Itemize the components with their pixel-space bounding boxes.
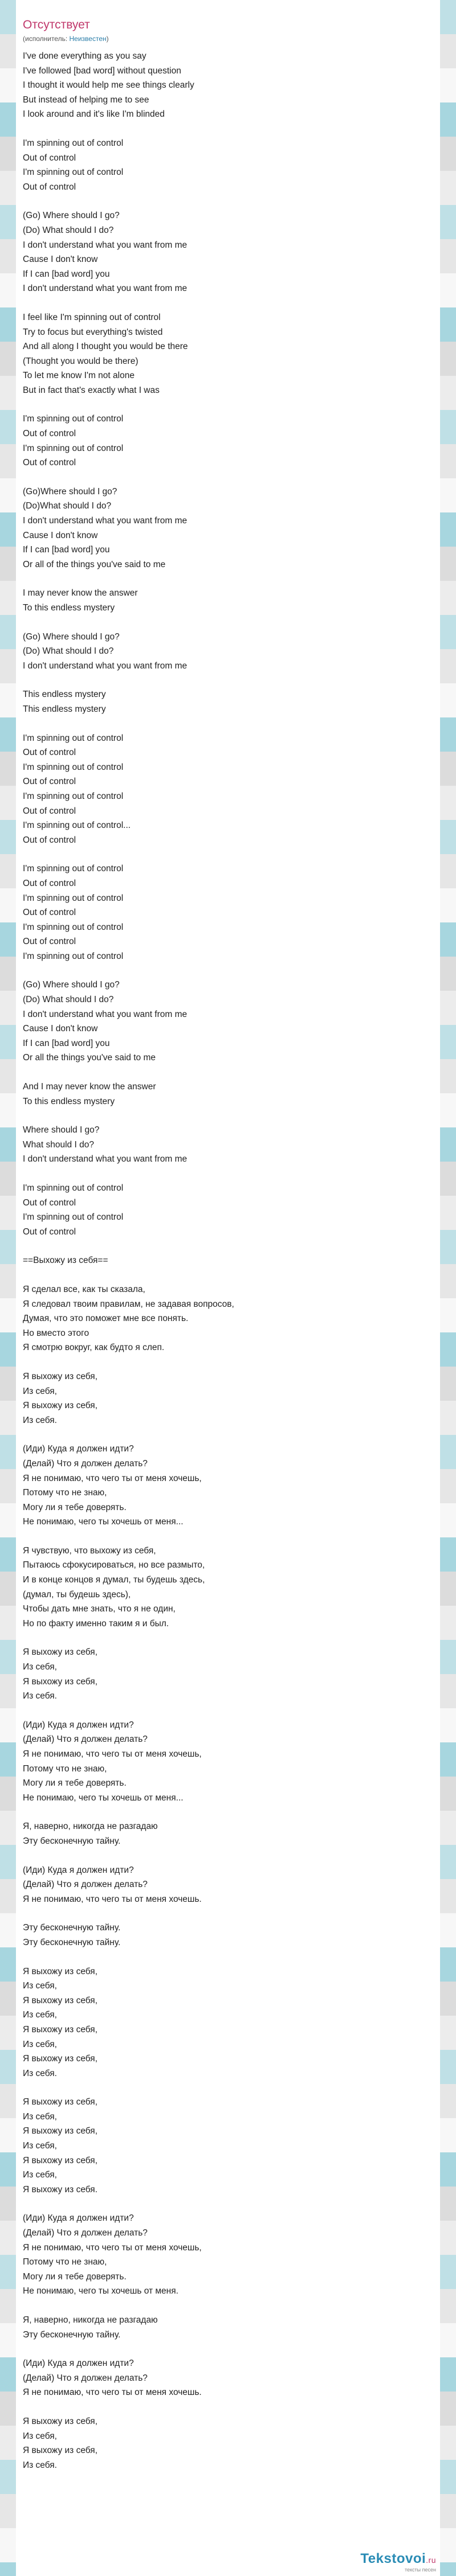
- logo-suffix: .ru: [426, 2556, 436, 2565]
- lyric-line: Я выхожу из себя,: [23, 2054, 98, 2064]
- lyric-line: Out of control: [23, 806, 76, 816]
- lyric-line: I'm spinning out of control: [23, 864, 124, 874]
- lyrics-stanza: [23, 630, 433, 674]
- lyric-line: (Do) What should I do?: [23, 646, 114, 657]
- lyric-line: I'm spinning out of control: [23, 791, 124, 801]
- lyric-line: Я выхожу из себя,: [23, 1995, 98, 2005]
- lyric-line: Из себя,: [23, 2170, 57, 2180]
- lyric-line: I'm spinning out of control: [23, 167, 124, 178]
- lyric-line: Out of control: [23, 878, 76, 888]
- lyric-line: Из себя,: [23, 1386, 57, 1396]
- lyrics-stanza: [23, 687, 433, 716]
- lyric-line: (Иди) Куда я должен идти?: [23, 1865, 134, 1875]
- artist-link[interactable]: Неизвестен: [69, 35, 107, 43]
- lyric-line: I'm spinning out of control: [23, 922, 124, 932]
- lyric-line: Out of control: [23, 182, 76, 192]
- lyric-line: What should I do?: [23, 1139, 94, 1150]
- lyric-line: If I can [bad word] you: [23, 269, 110, 279]
- song-page: [23, 17, 433, 2487]
- lyric-line: Но вместо этого: [23, 1328, 89, 1338]
- lyric-line: I don't understand what you want from me: [23, 516, 188, 526]
- lyric-line: I look around and it's like I'm blinded: [23, 109, 165, 120]
- lyric-line: (Делай) Что я должен делать?: [23, 1458, 148, 1469]
- lyric-line: (Go) Where should I go?: [23, 980, 120, 990]
- lyrics-stanza: [23, 2356, 433, 2400]
- lyric-line: Из себя,: [23, 2431, 57, 2441]
- lyric-line: Я не понимаю, что чего ты от меня хочешь,: [23, 1749, 202, 1759]
- lyric-line: Я выхожу из себя,: [23, 1371, 98, 1381]
- lyric-line: (Иди) Куда я должен идти?: [23, 1444, 134, 1454]
- lyrics-stanza: [23, 1863, 433, 1907]
- lyric-line: I may never know the answer: [23, 588, 138, 598]
- lyrics-stanza: [23, 1253, 433, 1268]
- lyric-line: I'm spinning out of control...: [23, 821, 131, 831]
- lyrics-stanza: [23, 1080, 433, 1109]
- lyric-line: I'm spinning out of control: [23, 443, 124, 453]
- lyric-line: Но по факту именно таким я и был.: [23, 1618, 169, 1629]
- lyric-line: Out of control: [23, 937, 76, 947]
- lyric-line: Я выхожу из себя,: [23, 2024, 98, 2034]
- lyric-line: (Иди) Куда я должен идти?: [23, 2358, 134, 2369]
- decorative-stripes-left: [0, 0, 16, 2576]
- lyric-line: Out of control: [23, 748, 76, 758]
- lyric-line: Из себя.: [23, 1415, 57, 1425]
- lyric-line: Cause I don't know: [23, 530, 98, 540]
- lyric-line: Я не понимаю, что чего ты от меня хочешь.: [23, 2388, 202, 2398]
- lyrics-stanza: [23, 412, 433, 470]
- lyric-line: Or all of the things you've said to me: [23, 559, 166, 569]
- lyric-line: (Делай) Что я должен делать?: [23, 2373, 148, 2383]
- lyric-line: And I may never know the answer: [23, 1082, 156, 1092]
- lyrics-stanza: [23, 862, 433, 963]
- lyrics-stanza: [23, 1282, 433, 1355]
- lyrics-stanza: [23, 1369, 433, 1428]
- lyric-line: Я не понимаю, что чего ты от меня хочешь,: [23, 2242, 202, 2253]
- lyric-line: Out of control: [23, 429, 76, 439]
- lyrics-stanza: [23, 2313, 433, 2342]
- lyrics-stanza: [23, 731, 433, 848]
- lyric-line: Try to focus but everything's twisted: [23, 327, 163, 337]
- lyric-line: И в конце концов я думал, ты будешь здесь,: [23, 1575, 205, 1585]
- lyric-line: (Делай) Что я должен делать?: [23, 1880, 148, 1890]
- lyric-line: Out of control: [23, 458, 76, 468]
- lyric-line: I thought it would help me see things clearly: [23, 80, 194, 91]
- lyric-line: Эту бесконечную тайну.: [23, 2329, 121, 2340]
- lyric-line: Не понимаю, чего ты хочешь от меня...: [23, 1792, 184, 1803]
- lyric-line: I feel like I'm spinning out of control: [23, 312, 161, 322]
- lyric-line: I'm spinning out of control: [23, 138, 124, 148]
- lyric-line: Cause I don't know: [23, 255, 98, 265]
- artist-prefix: (исполнитель:: [23, 35, 70, 43]
- lyric-line: But instead of helping me to see: [23, 95, 149, 105]
- lyric-line: Я выхожу из себя,: [23, 2126, 98, 2136]
- lyric-line: To this endless mystery: [23, 1096, 115, 1106]
- lyric-line: (Do) What should I do?: [23, 225, 114, 235]
- lyric-line: I don't understand what you want from me: [23, 1154, 188, 1164]
- lyric-line: I'm spinning out of control: [23, 1183, 124, 1193]
- lyric-line: I've followed [bad word] without question: [23, 65, 181, 76]
- lyric-line: (Делай) Что я должен делать?: [23, 2228, 148, 2238]
- lyric-line: Потому что не знаю,: [23, 1488, 107, 1498]
- lyric-line: Из себя.: [23, 1691, 57, 1701]
- lyric-line: Out of control: [23, 1227, 76, 1237]
- lyrics-stanza: [23, 1645, 433, 1703]
- lyric-line: I'm spinning out of control: [23, 414, 124, 424]
- lyric-line: (Делай) Что я должен делать?: [23, 1734, 148, 1745]
- lyric-line: Из себя,: [23, 2039, 57, 2049]
- lyric-line: Out of control: [23, 835, 76, 845]
- lyric-line: I'm spinning out of control: [23, 951, 124, 961]
- lyric-line: I don't understand what you want from me: [23, 661, 188, 671]
- lyrics-stanza: [23, 1718, 433, 1806]
- lyric-line: Я выхожу из себя,: [23, 2155, 98, 2165]
- lyric-line: ==Выхожу из себя==: [23, 1256, 108, 1266]
- lyric-line: I'm spinning out of control: [23, 893, 124, 903]
- lyric-line: (Do) What should I do?: [23, 995, 114, 1005]
- lyrics-stanza: [23, 1442, 433, 1529]
- lyrics-stanza: [23, 1181, 433, 1239]
- lyric-line: Эту бесконечную тайну.: [23, 1836, 121, 1846]
- lyric-line: Where should I go?: [23, 1125, 100, 1135]
- lyric-line: Потому что не знаю,: [23, 1763, 107, 1774]
- lyric-line: This endless mystery: [23, 704, 106, 714]
- lyrics-stanza: [23, 485, 433, 572]
- lyric-line: (Go) Where should I go?: [23, 211, 120, 221]
- lyric-line: Я, наверно, никогда не разгадаю: [23, 2315, 158, 2325]
- lyric-line: To let me know I'm not alone: [23, 371, 135, 381]
- lyric-line: Могу ли я тебе доверять.: [23, 2271, 127, 2282]
- lyric-line: (Go)Where should I go?: [23, 486, 117, 497]
- lyric-line: (Иди) Куда я должен идти?: [23, 2213, 134, 2224]
- artist-line: [23, 34, 433, 43]
- lyric-line: Я выхожу из себя,: [23, 2416, 98, 2426]
- lyric-line: But in fact that's exactly what I was: [23, 385, 160, 395]
- lyric-line: To this endless mystery: [23, 603, 115, 613]
- lyric-line: (Иди) Куда я должен идти?: [23, 1720, 134, 1730]
- lyrics-stanza: [23, 1819, 433, 1848]
- lyric-line: Я выхожу из себя,: [23, 1401, 98, 1411]
- lyric-line: Cause I don't know: [23, 1024, 98, 1034]
- lyric-line: Я смотрю вокруг, как будто я слеп.: [23, 1343, 165, 1353]
- lyric-line: Я выхожу из себя,: [23, 1676, 98, 1687]
- lyric-line: (думал, ты будешь здесь),: [23, 1589, 131, 1599]
- lyric-line: I've done everything as you say: [23, 51, 146, 61]
- lyric-line: Я сделал все, как ты сказала,: [23, 1284, 145, 1294]
- lyric-line: Пытаюсь сфокусироваться, но все размыто,: [23, 1560, 205, 1570]
- lyric-line: Из себя,: [23, 1662, 57, 1672]
- lyrics-stanza: [23, 208, 433, 296]
- artist-suffix: ): [106, 35, 109, 43]
- lyrics-stanza: [23, 136, 433, 194]
- lyrics-stanza: [23, 49, 433, 122]
- lyric-line: I'm spinning out of control: [23, 733, 124, 743]
- lyric-line: Я чувствую, что выхожу из себя,: [23, 1545, 156, 1556]
- lyric-line: Out of control: [23, 908, 76, 918]
- lyric-line: Эту бесконечную тайну.: [23, 1937, 121, 1947]
- lyrics-body: [23, 49, 433, 2472]
- lyric-line: Из себя,: [23, 2141, 57, 2151]
- lyric-line: If I can [bad word] you: [23, 545, 110, 555]
- lyric-line: I don't understand what you want from me: [23, 240, 188, 250]
- lyric-line: Из себя.: [23, 2068, 57, 2078]
- lyric-line: (Go) Where should I go?: [23, 631, 120, 642]
- lyric-line: Могу ли я тебе доверять.: [23, 1502, 127, 1512]
- lyrics-stanza: [23, 1964, 433, 2081]
- lyric-line: (Do)What should I do?: [23, 501, 112, 511]
- lyric-line: Out of control: [23, 1197, 76, 1208]
- lyric-line: Потому что не знаю,: [23, 2257, 107, 2267]
- song-title: Отсутствует: [23, 18, 90, 31]
- lyric-line: And all along I thought you would be there: [23, 342, 188, 352]
- lyric-line: (Thought you would be there): [23, 356, 139, 366]
- lyrics-stanza: [23, 310, 433, 398]
- lyric-line: Из себя,: [23, 2111, 57, 2122]
- lyrics-stanza: [23, 586, 433, 615]
- lyric-line: Out of control: [23, 153, 76, 163]
- lyric-line: Из себя,: [23, 2010, 57, 2020]
- decorative-stripes-right: [440, 0, 456, 2576]
- lyric-line: Могу ли я тебе доверять.: [23, 1778, 127, 1789]
- lyric-line: I don't understand what you want from me: [23, 284, 188, 294]
- lyric-line: I don't understand what you want from me: [23, 1009, 188, 1019]
- lyric-line: Я выхожу из себя.: [23, 2184, 98, 2194]
- lyric-line: Я выхожу из себя,: [23, 1966, 98, 1976]
- lyric-line: Я выхожу из себя,: [23, 2446, 98, 2456]
- logo-subtitle: тексты песен: [404, 2567, 436, 2573]
- lyrics-stanza: [23, 1123, 433, 1167]
- site-logo[interactable]: [360, 2551, 436, 2573]
- lyric-line: Из себя.: [23, 2460, 57, 2470]
- lyric-line: Я выхожу из себя,: [23, 1647, 98, 1658]
- lyric-line: If I can [bad word] you: [23, 1038, 110, 1048]
- lyric-line: Думая, что это поможет мне все понять.: [23, 1314, 189, 1324]
- lyrics-stanza: [23, 1921, 433, 1950]
- lyrics-stanza: [23, 2211, 433, 2299]
- lyric-line: Or all the things you've said to me: [23, 1053, 156, 1063]
- lyric-line: I'm spinning out of control: [23, 1212, 124, 1223]
- lyric-line: Я следовал твоим правилам, не задавая вопросов,: [23, 1299, 234, 1309]
- lyric-line: Я, наверно, никогда не разгадаю: [23, 1822, 158, 1832]
- lyrics-stanza: [23, 2095, 433, 2197]
- lyric-line: Я не понимаю, что чего ты от меня хочешь.: [23, 1894, 202, 1904]
- lyrics-stanza: [23, 2414, 433, 2472]
- lyric-line: This endless mystery: [23, 690, 106, 700]
- logo-text: Tekstovoi: [360, 2551, 426, 2566]
- lyric-line: I'm spinning out of control: [23, 762, 124, 772]
- lyric-line: Я не понимаю, что чего ты от меня хочешь,: [23, 1473, 202, 1483]
- lyric-line: Не понимаю, чего ты хочешь от меня...: [23, 1517, 184, 1527]
- lyric-line: Не понимаю, чего ты хочешь от меня.: [23, 2286, 178, 2296]
- lyrics-stanza: [23, 978, 433, 1065]
- lyrics-stanza: [23, 1544, 433, 1631]
- lyric-line: Out of control: [23, 777, 76, 787]
- lyric-line: Чтобы дать мне знать, что я не один,: [23, 1604, 176, 1614]
- lyric-line: Из себя,: [23, 1981, 57, 1991]
- lyric-line: Я выхожу из себя,: [23, 2097, 98, 2107]
- lyric-line: Эту бесконечную тайну.: [23, 1923, 121, 1933]
